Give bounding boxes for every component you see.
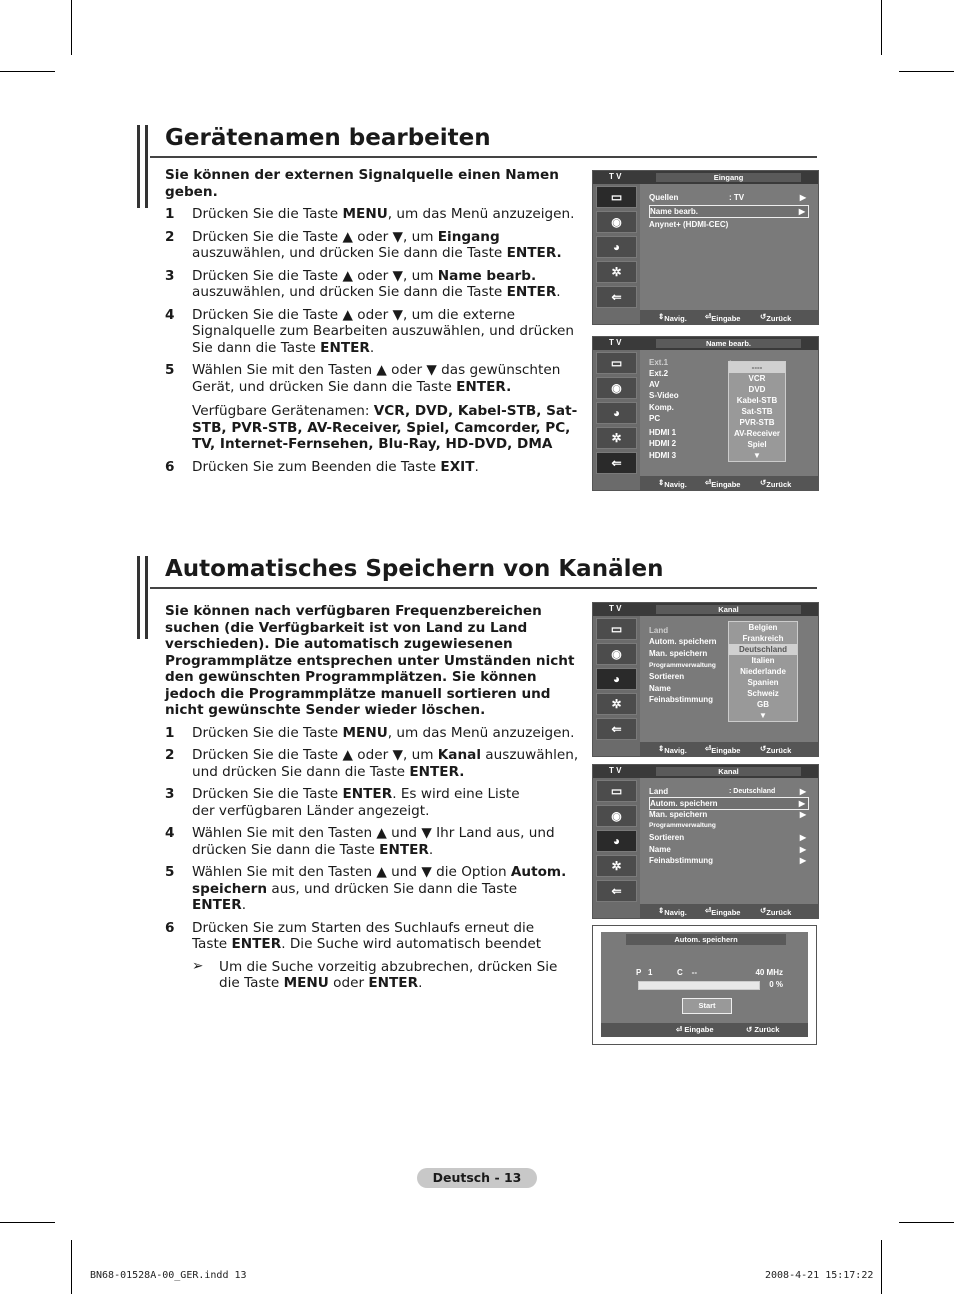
step: 4 Wählen Sie mit den Tasten ▲ und ▼ Ihr Land aus, und drücken Sie dann die Taste ENTER. bbox=[165, 825, 555, 858]
menu-row[interactable]: HDMI 1 bbox=[649, 428, 677, 437]
step: 6 Drücken Sie zum Beenden die Taste EXIT. bbox=[165, 458, 479, 475]
progress-bar bbox=[638, 981, 760, 990]
menu-row[interactable]: Ext.1 bbox=[649, 358, 669, 367]
channel-icon: ◕ bbox=[596, 668, 637, 690]
menu-row[interactable]: Anynet+ (HDMI-CEC) bbox=[649, 220, 729, 229]
step: 6 Drücken Sie zum Starten des Suchlaufs erneut die Taste ENTER. Die Suche wird automatisch beendet bbox=[165, 919, 542, 952]
step: 5 Wählen Sie mit den Tasten ▲ und ▼ die Option Autom. speichern aus, und drücken Sie dann die Taste ENTER. bbox=[165, 864, 567, 913]
section-title: Automatisches Speichern von Kanälen bbox=[165, 556, 664, 582]
channel-icon: ◕ bbox=[596, 236, 637, 258]
osd-kanal-land: T V Kanal ▭ ◉ ◕ ✲ ⇐ Land Autom. speichern Man. speichern Programmverwaltung Sortieren Name Feinabstimmung Belgien Frankreich Deutschland Italien Niederlande Spanien Schweiz GB ▼ ⇕ Navig. ⏎ Eingabe ↺ Zurück bbox=[592, 602, 819, 757]
menu-row[interactable]: Sortieren ▶ bbox=[649, 833, 806, 842]
crop-mark bbox=[881, 0, 882, 55]
crop-mark bbox=[881, 1240, 882, 1294]
scroll-down-icon[interactable]: ▼ bbox=[759, 711, 767, 720]
menu-row[interactable]: Name bbox=[649, 684, 671, 693]
return-hint: ↺ Zurück bbox=[760, 312, 792, 323]
step: 1 Drücken Sie die Taste MENU, um das Menü anzuzeigen. bbox=[165, 206, 575, 222]
osd-name-bearb: T V Name bearb. ▭ ◉ ◕ ✲ ⇐ Ext.1 Ext.2 AV S-Video Komp. PC HDMI 1 HDMI 2 HDMI 3 ---- VCR DVD Kabel-STB Sat-STB PVR-STB AV-Receiver Spiel ▼ ⇕ Navig. ⏎ Eingabe ↺ Zurück bbox=[592, 336, 819, 491]
menu-row[interactable]: S-Video bbox=[649, 391, 679, 400]
menu-row-selected[interactable]: Name bearb. ▶ bbox=[649, 205, 809, 218]
menu-row[interactable]: AV bbox=[649, 380, 660, 389]
menu-row[interactable]: Ext.2 bbox=[649, 369, 669, 378]
section-bar bbox=[145, 125, 148, 208]
crop-mark bbox=[71, 0, 72, 55]
menu-row[interactable]: Feinabstimmung ▶ bbox=[649, 856, 806, 865]
scroll-down-icon[interactable]: ▼ bbox=[753, 451, 761, 460]
available-names: Verfügbare Gerätenamen: VCR, DVD, Kabel-STB, Sat-STB, PVR-STB, AV-Receiver, Spiel, Camcorder, PC, TV, Internet-Fernsehen, Blu-Ray, HD-DVD, DMA bbox=[192, 403, 578, 452]
osd-title: Eingang bbox=[656, 173, 801, 182]
osd-title: Kanal bbox=[656, 605, 801, 614]
step: 4 Drücken Sie die Taste ▲ oder ▼, um die externe Signalquelle zum Bearbeiten auszuwählen, und drücken Sie dann die Taste ENTER. bbox=[165, 306, 575, 356]
channel-icon: ◕ bbox=[596, 402, 637, 424]
osd-title: Autom. speichern bbox=[626, 934, 786, 945]
navig-hint: ⇕ Navig. bbox=[658, 312, 687, 323]
step: 2 Drücken Sie die Taste ▲ oder ▼, um Kanal auszuwählen, und drücken Sie dann die Taste ENTER. bbox=[165, 747, 579, 780]
picture-icon: ▭ bbox=[596, 186, 637, 208]
sound-icon: ◉ bbox=[596, 211, 637, 233]
input-icon: ⇐ bbox=[596, 880, 637, 902]
input-icon: ⇐ bbox=[596, 718, 637, 740]
crop-mark bbox=[899, 71, 954, 72]
setup-icon: ✲ bbox=[596, 427, 637, 449]
step: 2 Drücken Sie die Taste ▲ oder ▼, um Eingang auszuwählen, und drücken Sie dann die Taste ENTER. bbox=[165, 228, 562, 261]
section-bar bbox=[145, 556, 148, 639]
menu-row[interactable]: HDMI 3 bbox=[649, 451, 677, 460]
osd-title: Kanal bbox=[656, 767, 801, 776]
section2-text bbox=[165, 603, 587, 992]
crop-mark bbox=[899, 1222, 954, 1223]
picture-icon: ▭ bbox=[596, 780, 637, 802]
input-icon: ⇐ bbox=[596, 286, 637, 308]
crop-mark bbox=[0, 1222, 55, 1223]
section-rule bbox=[150, 156, 817, 158]
start-button[interactable]: Start bbox=[682, 998, 732, 1014]
input-icon: ⇐ bbox=[596, 452, 637, 474]
file-slug: BN68-01528A-00_GER.indd 13 bbox=[90, 1270, 247, 1281]
setup-icon: ✲ bbox=[596, 693, 637, 715]
channel-label: C -- bbox=[677, 968, 697, 977]
osd-title: Name bearb. bbox=[656, 339, 801, 348]
menu-row[interactable]: Land : Deutschland ▶ bbox=[649, 787, 806, 796]
menu-row[interactable]: Quellen : TV ▶ bbox=[649, 193, 806, 202]
menu-row[interactable]: Man. speichern ▶ bbox=[649, 810, 806, 819]
program-label: P 1 bbox=[636, 968, 653, 977]
lead-text: Sie können der externen Signalquelle einen Namen geben. bbox=[165, 167, 559, 200]
menu-row[interactable]: HDMI 2 bbox=[649, 439, 677, 448]
crop-mark bbox=[71, 1240, 72, 1294]
step: 1 Drücken Sie die Taste MENU, um das Menü anzuzeigen. bbox=[165, 724, 575, 741]
step: 5 Wählen Sie mit den Tasten ▲ oder ▼ das gewünschten Gerät, und drücken Sie dann die Taste ENTER. Verfügbare Gerätenamen: VCR, DVD, Kabel-STB, Sat-STB, PVR-STB, AV-Receiver, Spiel, Camcorder, PC, TV, Internet-Fernsehen, Blu-Ray, HD-DVD, DMA bbox=[165, 362, 585, 453]
menu-row[interactable]: Programmverwaltung bbox=[649, 822, 716, 829]
channel-icon: ◕ bbox=[596, 830, 637, 852]
sound-icon: ◉ bbox=[596, 377, 637, 399]
picture-icon: ▭ bbox=[596, 618, 637, 640]
menu-row[interactable]: Feinabstimmung bbox=[649, 695, 714, 704]
step: 3 Drücken Sie die Taste ▲ oder ▼, um Name bearb. auszuwählen, und drücken Sie dann die Taste ENTER. bbox=[165, 267, 561, 300]
section-bar bbox=[137, 125, 140, 208]
menu-row[interactable]: Man. speichern bbox=[649, 649, 708, 658]
country-list[interactable]: Belgien Frankreich Deutschland Italien Niederlande Spanien Schweiz GB ▼ bbox=[728, 621, 798, 722]
menu-row[interactable]: Name ▶ bbox=[649, 845, 806, 854]
osd-autom-speichern bbox=[592, 925, 817, 1045]
step: 3 Drücken Sie die Taste ENTER. Es wird eine Liste der verfügbaren Länder angezeigt. bbox=[165, 786, 520, 819]
menu-row[interactable]: Komp. bbox=[649, 403, 674, 412]
menu-row-selected[interactable]: Autom. speichern ▶ bbox=[649, 797, 809, 810]
sound-icon: ◉ bbox=[596, 643, 637, 665]
section1-text bbox=[165, 167, 585, 481]
osd-eingang bbox=[592, 170, 819, 325]
menu-row[interactable]: Programmverwaltung bbox=[649, 662, 716, 669]
section-rule bbox=[150, 587, 817, 589]
lead-text: Sie können nach verfügbaren Frequenzbereichen suchen (die Verfügbarkeit ist von Land zu Land verschieden). Die automatisch zugewiesenen Programmplätze entsprechen unter Umständen nicht den gewünschten Programmplätzen. Sie können jedoch die Programmplätze manuell sortieren und nicht gewünschte Sender wieder löschen. bbox=[165, 603, 575, 718]
note-arrow-icon: ➢ bbox=[192, 957, 204, 974]
menu-row[interactable]: Sortieren bbox=[649, 672, 685, 681]
tv-label: T V bbox=[609, 172, 622, 181]
menu-row[interactable]: Autom. speichern bbox=[649, 637, 717, 646]
setup-icon: ✲ bbox=[596, 855, 637, 877]
osd-kanal: T V Kanal ▭ ◉ ◕ ✲ ⇐ Land : Deutschland ▶ Autom. speichern ▶ Man. speichern ▶ Programmverwaltung Sortieren ▶ Name ▶ Feinabstimmung ▶ ⇕ Navig. ⏎ Eingabe ↺ Zurück bbox=[592, 764, 819, 919]
section-bar bbox=[137, 556, 140, 639]
menu-row[interactable]: Land bbox=[649, 626, 669, 635]
osd-footer bbox=[601, 1023, 808, 1037]
picture-icon: ▭ bbox=[596, 352, 637, 374]
enter-hint: ⏎ Eingabe bbox=[676, 1025, 714, 1034]
menu-row[interactable]: PC bbox=[649, 414, 661, 423]
setup-icon: ✲ bbox=[596, 261, 637, 283]
crop-mark bbox=[0, 71, 55, 72]
enter-hint: ⏎ Eingabe bbox=[705, 312, 741, 323]
frequency-value: 40 MHz bbox=[755, 968, 783, 977]
page-number-badge: Deutsch - 13 bbox=[417, 1168, 537, 1188]
sound-icon: ◉ bbox=[596, 805, 637, 827]
return-hint: ↺ Zurück bbox=[746, 1025, 780, 1034]
device-name-list[interactable]: ---- VCR DVD Kabel-STB Sat-STB PVR-STB AV-Receiver Spiel ▼ bbox=[728, 361, 786, 462]
date-slug: 2008-4-21 15:17:22 bbox=[765, 1270, 874, 1281]
note: ➢ Um die Suche vorzeitig abzubrechen, drücken Sie die Taste MENU oder ENTER. bbox=[192, 957, 558, 991]
progress-percent: 0 % bbox=[769, 980, 783, 989]
section-title: Gerätenamen bearbeiten bbox=[165, 125, 491, 151]
